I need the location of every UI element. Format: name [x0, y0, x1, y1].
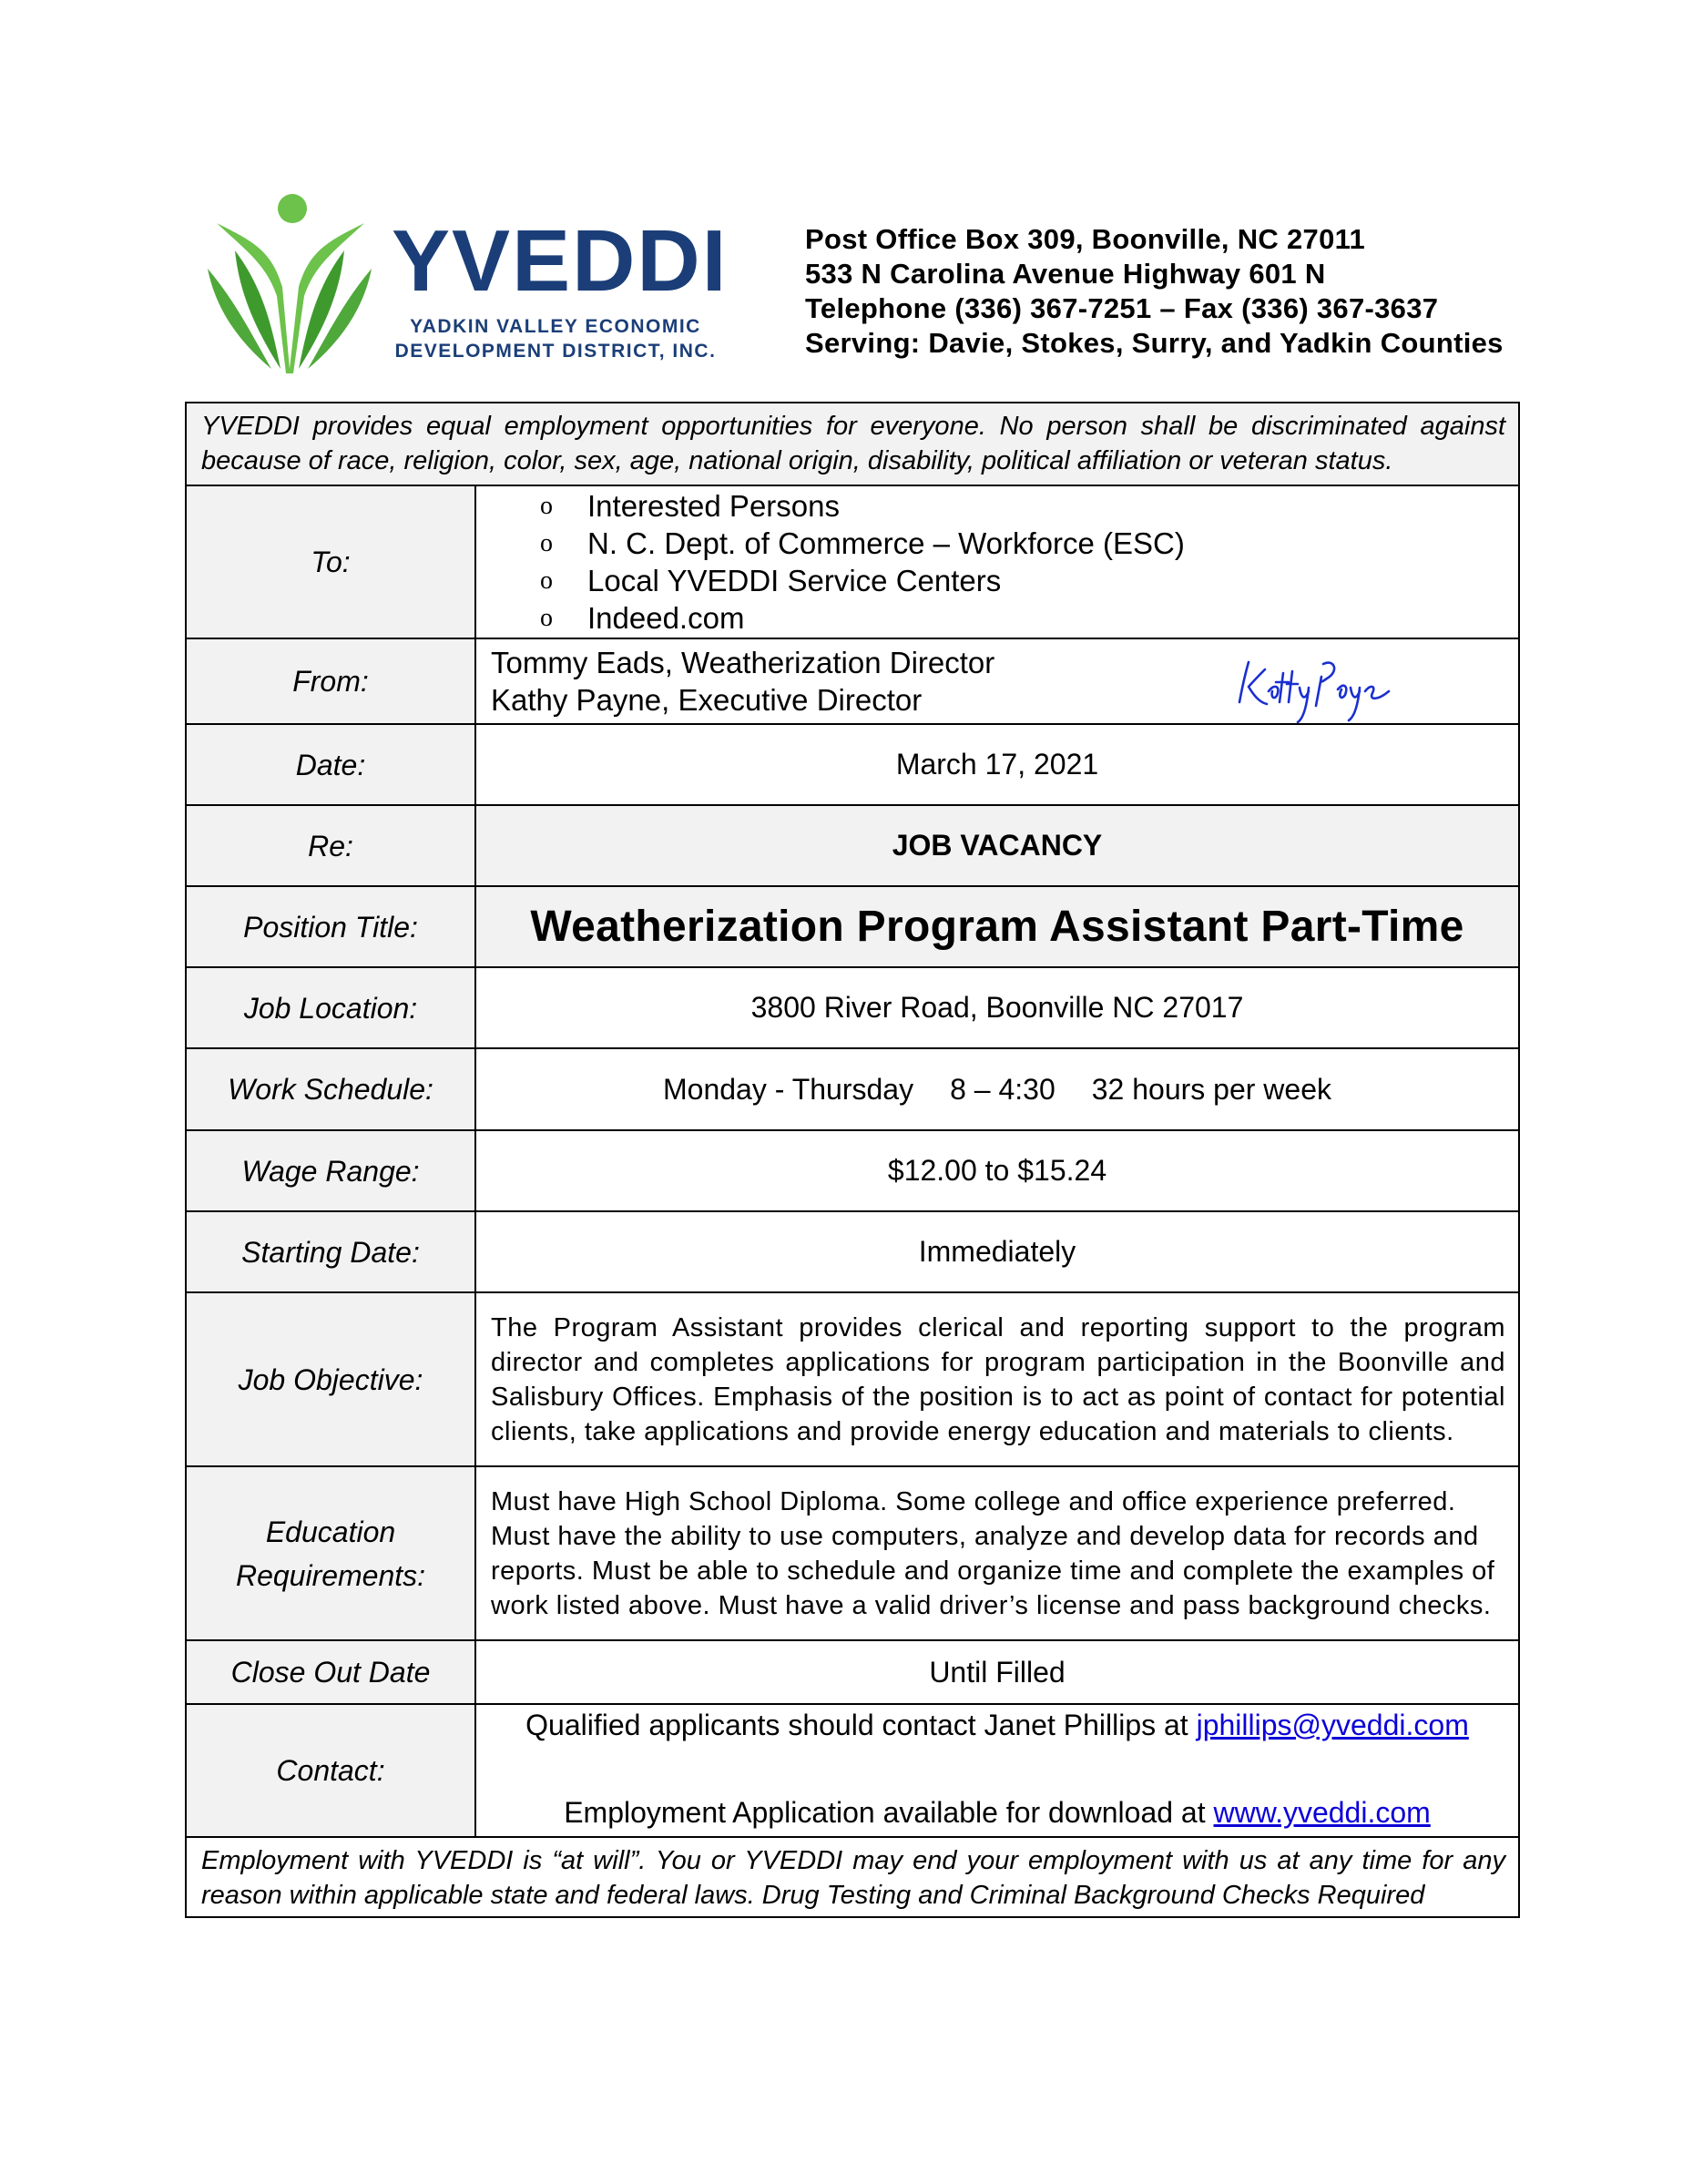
to-row — [187, 485, 1518, 638]
starting-row — [187, 1210, 1518, 1291]
from-line-2: Kathy Payne, Executive Director — [491, 683, 923, 717]
closeout-label: Close Out Date — [187, 1641, 476, 1703]
schedule-hours: 8 – 4:30 — [950, 1072, 1055, 1106]
address-line-3: Telephone (336) 367-7251 – Fax (336) 367-3637 — [805, 292, 1439, 324]
education-row — [187, 1465, 1518, 1639]
date-row — [187, 723, 1518, 804]
starting-value: Immediately — [918, 1235, 1076, 1268]
re-label: Re: — [187, 806, 476, 885]
contact-email-link[interactable]: jphillips@yveddi.com — [1196, 1709, 1469, 1741]
position-row — [187, 885, 1518, 966]
closeout-row — [187, 1639, 1518, 1703]
recipient-list — [476, 487, 1518, 637]
closeout-value: Until Filled — [929, 1655, 1066, 1689]
wage-value: $12.00 to $15.24 — [887, 1154, 1107, 1187]
objective-value — [476, 1293, 1518, 1465]
contact-info — [476, 1707, 1518, 1831]
from-value — [476, 639, 1518, 723]
to-value — [476, 486, 1518, 638]
contact-value — [476, 1705, 1518, 1836]
address-line-4: Serving: Davie, Stokes, Surry, and Yadkin Counties — [805, 327, 1504, 359]
schedule-label: Work Schedule: — [187, 1049, 476, 1129]
wage-label: Wage Range: — [187, 1131, 476, 1210]
wage-row — [187, 1129, 1518, 1210]
contact-label: Contact: — [187, 1705, 476, 1836]
education-text: Must have High School Diploma. Some college and office experience preferred. Must have the ability to use computers, analyze and develop data for records and reports. Must be able to schedule and organize time and complete the examples of work listed above. Must have a valid driver’s license and pass background checks. — [491, 1486, 1495, 1620]
from-line-1: Tommy Eads, Weatherization Director — [491, 646, 995, 679]
address-line-1: Post Office Box 309, Boonville, NC 27011 — [805, 223, 1366, 255]
signature-image — [1232, 646, 1396, 723]
schedule-weekly: 32 hours per week — [1091, 1072, 1331, 1106]
date-value: March 17, 2021 — [895, 748, 1099, 781]
education-value — [476, 1467, 1518, 1639]
eeo-statement: YVEDDI provides equal employment opportunities for everyone. No person shall be discriminated against because of race, religion, color, sex, age, national origin, disability, political affiliation or veteran status. — [187, 403, 1518, 485]
recipient-item: o Indeed.com — [540, 601, 745, 635]
logo-wordmark: YVEDDI — [392, 212, 729, 310]
from-label: From: — [187, 639, 476, 723]
from-row — [187, 638, 1518, 723]
to-label: To: — [187, 486, 476, 638]
date-label: Date: — [187, 725, 476, 804]
re-row — [187, 804, 1518, 885]
address-line-2: 533 N Carolina Avenue Highway 601 N — [805, 258, 1326, 290]
bullet-icon: o — [540, 604, 553, 632]
contact-row — [187, 1703, 1518, 1836]
website-link[interactable]: www.yveddi.com — [1213, 1796, 1431, 1829]
location-value: 3800 River Road, Boonville NC 27017 — [750, 991, 1244, 1024]
bullet-icon: o — [540, 529, 553, 557]
position-label: Position Title: — [187, 887, 476, 966]
contact-line-2: Employment Application available for download at www.yveddi.com — [564, 1796, 1431, 1829]
yveddi-logo — [199, 187, 729, 378]
eeo-banner-row — [187, 403, 1518, 485]
logo-subtitle: YADKIN VALLEY ECONOMIC DEVELOPMENT DISTRICT, INC. — [394, 316, 717, 362]
location-row — [187, 966, 1518, 1047]
bullet-icon: o — [540, 492, 553, 520]
contact-line-1: Qualified applicants should contact Janet Phillips at jphillips@yveddi.com — [525, 1709, 1469, 1741]
job-vacancy-table — [185, 402, 1520, 1918]
education-label: Education Requirements: — [187, 1467, 476, 1639]
at-will-statement: Employment with YVEDDI is “at will”. You or YVEDDI may end your employment with us at any time for any reason within applicable state and federal laws. Drug Testing and Criminal Background Checks Required — [201, 1846, 1505, 1910]
schedule-row — [187, 1047, 1518, 1129]
schedule-value — [476, 1049, 1518, 1129]
leaf-figure-icon — [199, 187, 381, 378]
bullet-icon: o — [540, 566, 553, 595]
from-names — [476, 644, 1518, 719]
recipient-item: o Interested Persons — [540, 489, 840, 523]
recipient-item: o Local YVEDDI Service Centers — [540, 564, 1002, 597]
position-title: Weatherization Program Assistant Part-Time — [476, 887, 1518, 966]
objective-text: The Program Assistant provides clerical and reporting support to the program director and completes applications for program participation in the Boonville and Salisbury Offices. Emphasis of the position is to act as point of contact for potential clients, take applications and provide energy education and materials to clients. — [491, 1312, 1505, 1446]
organization-address — [805, 222, 1504, 361]
objective-label: Job Objective: — [187, 1293, 476, 1465]
schedule-days: Monday - Thursday — [662, 1072, 914, 1106]
objective-row — [187, 1291, 1518, 1465]
footer-row — [187, 1836, 1518, 1916]
starting-label: Starting Date: — [187, 1212, 476, 1291]
location-label: Job Location: — [187, 968, 476, 1047]
re-value: JOB VACANCY — [476, 806, 1518, 885]
recipient-item: o N. C. Dept. of Commerce – Workforce (ESC) — [540, 526, 1185, 560]
